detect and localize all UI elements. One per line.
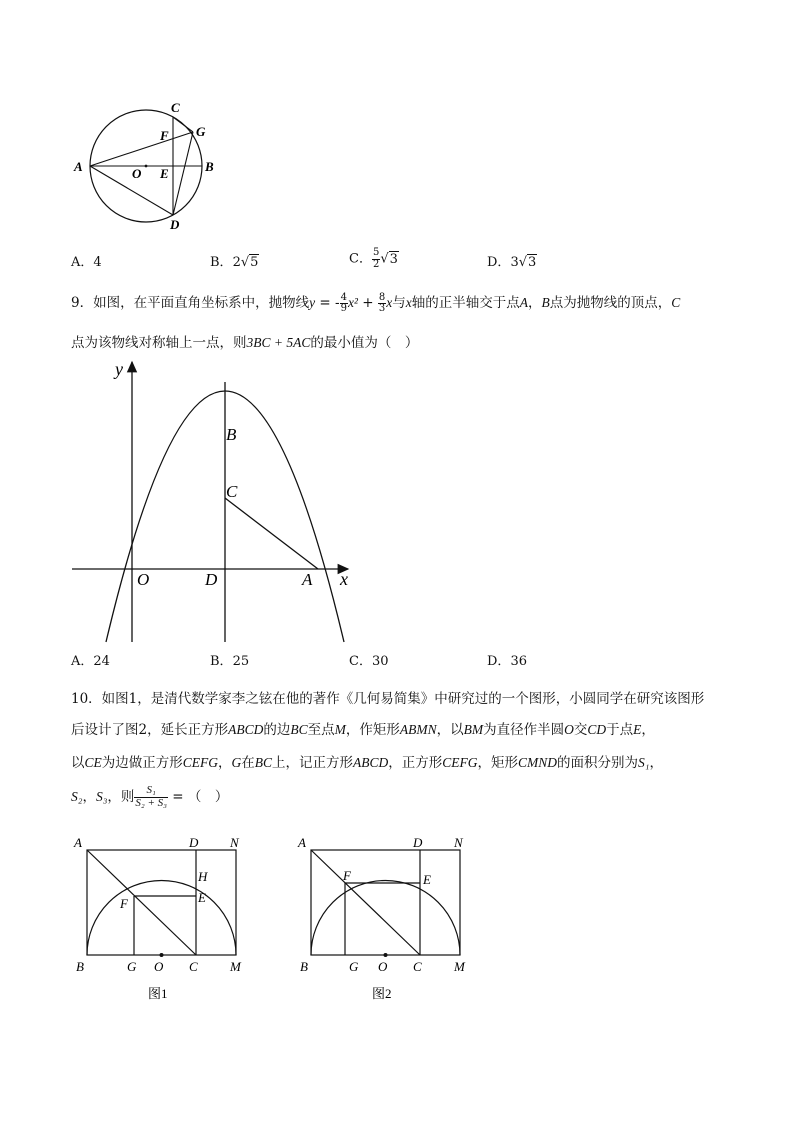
fig1-label-n: N	[230, 835, 239, 850]
fig1-label-g: G	[127, 959, 137, 974]
q9-stem-line1: 9．如图，在平面直角坐标系中，抛物线y = - $\frac{4}{9}$ x² + $\frac{8}{3}$ x与x轴的正半轴交于点A，B点为抛物线的顶点，C	[71, 291, 681, 314]
q9-option-d: D．36	[487, 654, 527, 669]
q8-label-f: F	[160, 128, 169, 143]
q8-label-b: B	[205, 159, 214, 174]
q9-stem-line2: 点为该物线对称轴上一点，则3BC + 5AC的最小值为（ ）	[71, 335, 419, 351]
fig1-label-a: A	[74, 835, 82, 850]
q10-stem-line4: S₂，S₃，则 $\frac{\text{S₁}}{\text{S₂ + S₃}}$ = （ ）	[71, 784, 229, 809]
q10-stem-line2: 后设计了图2，延长正方形ABCD的边BC至点M，作矩形ABMN，以BM为直径作半圆O交CD于点E，	[71, 722, 655, 738]
fig2-label-d: D	[413, 835, 423, 850]
q8-seg-cg	[173, 117, 193, 132]
q8-option-d: D．3√3	[487, 255, 537, 270]
q9-label-y: y	[115, 359, 123, 379]
q8-label-a: A	[74, 159, 83, 174]
fig1-semicircle	[87, 881, 236, 956]
fig2-center-dot	[384, 953, 388, 957]
q8-option-c: C． $\frac{5}{2}$ √3	[349, 247, 398, 270]
q10-stem-line1: 10．如图1，是清代数学家李之铉在他的著作《几何易简集》中研究过的一个图形，小圆同学在研究该图形	[71, 691, 705, 707]
fig2-label-m: M	[454, 959, 465, 974]
q9-label-x: x	[340, 569, 348, 589]
q9-label-d: D	[205, 570, 218, 589]
q9-seg-ca	[225, 498, 318, 569]
fig2-label-a: A	[298, 835, 306, 850]
q9-label-c: C	[226, 482, 238, 501]
q9-option-a: A．24	[71, 654, 110, 669]
q10-figure-2	[294, 830, 484, 1010]
fig2-label-o: O	[378, 959, 388, 974]
q8-label-g: G	[196, 124, 206, 139]
fig1-label-e: E	[198, 890, 206, 905]
q9-parabola-figure	[60, 352, 370, 652]
fig2-label-c: C	[413, 959, 422, 974]
q9-label-b: B	[226, 425, 237, 444]
q9-label-a: A	[302, 570, 313, 589]
fig2-label-n: N	[454, 835, 463, 850]
q8-label-d: D	[170, 217, 180, 232]
fig2-label-g: G	[349, 959, 359, 974]
q8-label-c: C	[171, 100, 180, 115]
q8-center-dot	[145, 165, 148, 168]
fig1-label-c: C	[189, 959, 198, 974]
fig1-label-h: H	[198, 869, 208, 884]
fig2-label-f: F	[343, 868, 351, 883]
fig1-label-m: M	[230, 959, 241, 974]
q8-option-a: A．4	[71, 255, 102, 270]
q8-option-b: B．2√5	[210, 255, 259, 270]
q9-option-b: B．25	[210, 654, 250, 669]
q8-seg-ag	[90, 132, 193, 166]
fig1-center-dot	[160, 953, 164, 957]
fig1-label-f: F	[120, 896, 128, 911]
fig2-label-b: B	[300, 959, 308, 974]
fig2-semicircle	[311, 881, 460, 956]
q8-seg-gd	[173, 132, 193, 215]
q9-option-c: C．30	[349, 654, 389, 669]
fig1-label-o: O	[154, 959, 164, 974]
q8-label-o: O	[132, 166, 142, 181]
fig1-diagonal-ac	[87, 850, 196, 955]
fig1-caption: 图1	[148, 986, 168, 1001]
fig2-diagonal-ac	[311, 850, 420, 955]
q10-stem-line3: 以CE为边做正方形CEFG，G在BC上，记正方形ABCD，正方形CEFG，矩形CMND的面积分别为S₁，	[71, 755, 663, 771]
fig2-caption: 图2	[372, 986, 392, 1001]
fig1-label-d: D	[189, 835, 199, 850]
q10-figure-1	[70, 830, 260, 1010]
fig1-label-b: B	[76, 959, 84, 974]
fig2-label-e: E	[423, 872, 431, 887]
q9-label-o: O	[137, 570, 150, 589]
q8-label-e: E	[160, 166, 169, 181]
q8-circle-figure	[60, 90, 230, 240]
